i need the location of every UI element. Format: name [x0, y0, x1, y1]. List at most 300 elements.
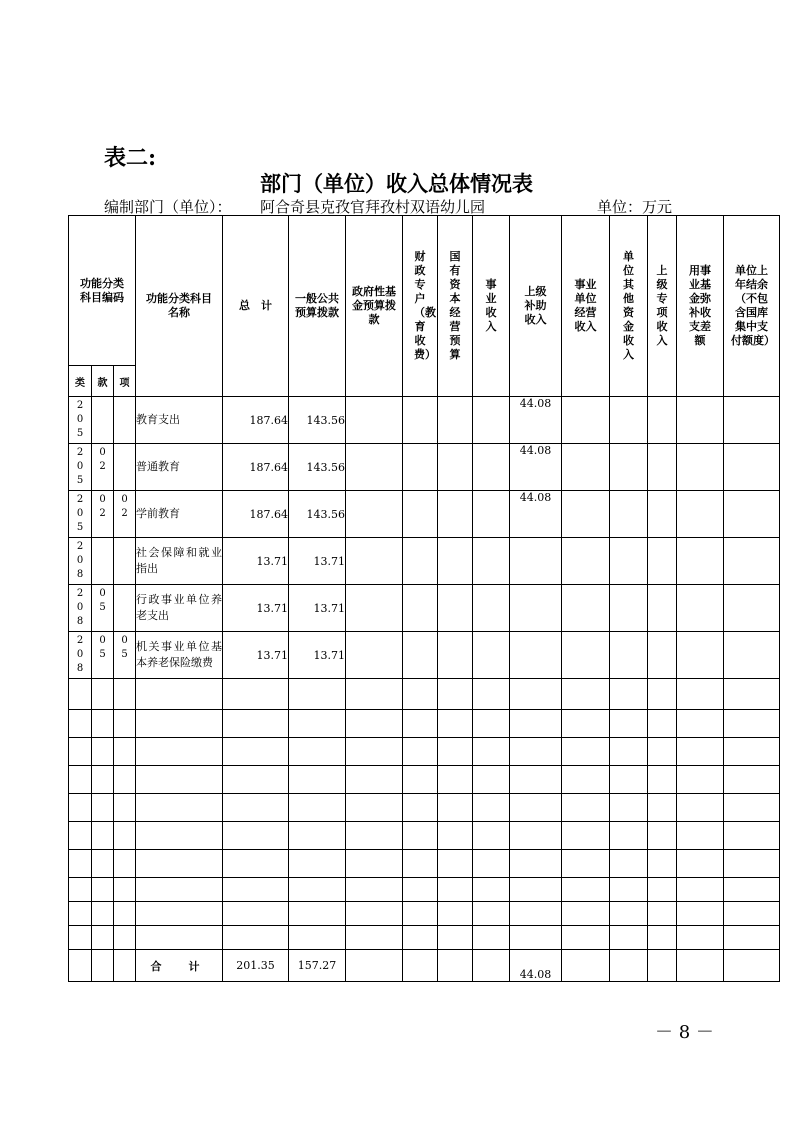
empty-cell: [510, 822, 562, 850]
empty-cell: [610, 710, 648, 738]
empty-cell: [438, 585, 473, 632]
header-general-budget: 一般公共预算拨款: [289, 216, 346, 397]
empty-cell: [289, 794, 346, 822]
empty-cell: [438, 926, 473, 950]
empty-cell: [473, 850, 510, 878]
empty-cell: [136, 794, 223, 822]
code-xiang: [114, 538, 136, 585]
empty-cell: [562, 950, 610, 982]
empty-cell: [510, 766, 562, 794]
empty-cell: [438, 850, 473, 878]
empty-cell: [510, 926, 562, 950]
code-xiang-text: [121, 585, 129, 587]
empty-cell: [648, 397, 677, 444]
empty-cell: [69, 794, 92, 822]
header-total: 总 计: [223, 216, 289, 397]
code-lei-text: 208: [76, 588, 84, 627]
empty-row: [69, 926, 780, 950]
empty-cell: [223, 710, 289, 738]
empty-cell: [610, 950, 648, 982]
empty-cell: [510, 902, 562, 926]
empty-cell: [677, 632, 724, 679]
general-budget-cell: 13.71: [289, 585, 346, 632]
empty-cell: [438, 444, 473, 491]
empty-cell: [438, 710, 473, 738]
empty-cell: [92, 710, 114, 738]
empty-cell: [510, 738, 562, 766]
empty-cell: [562, 794, 610, 822]
empty-cell: [136, 766, 223, 794]
empty-cell: [473, 950, 510, 982]
empty-cell: [677, 794, 724, 822]
empty-row: [69, 766, 780, 794]
empty-cell: [677, 538, 724, 585]
empty-cell: [510, 710, 562, 738]
empty-cell: [92, 850, 114, 878]
empty-cell: [510, 794, 562, 822]
empty-cell: [648, 679, 677, 710]
empty-cell: [69, 822, 92, 850]
empty-cell: [346, 850, 403, 878]
empty-cell: [346, 397, 403, 444]
empty-cell: [648, 822, 677, 850]
empty-cell: [473, 710, 510, 738]
empty-cell: [510, 878, 562, 902]
grand-total-cell: 201.35: [223, 950, 289, 982]
empty-cell: [648, 444, 677, 491]
empty-cell: [346, 878, 403, 902]
empty-cell: [562, 710, 610, 738]
empty-cell: [69, 738, 92, 766]
empty-cell: [403, 632, 438, 679]
empty-row: [69, 902, 780, 926]
empty-cell: [473, 444, 510, 491]
empty-cell: [92, 679, 114, 710]
empty-cell: [473, 585, 510, 632]
empty-cell: [562, 632, 610, 679]
func-name-cell: 学前教育: [136, 491, 223, 538]
code-lei: [69, 585, 92, 632]
empty-cell: [473, 538, 510, 585]
code-xiang: [114, 444, 136, 491]
empty-cell: [438, 878, 473, 902]
empty-cell: [223, 794, 289, 822]
empty-cell: [473, 738, 510, 766]
header-fiscal-special: 财政专户（教育收费）: [403, 216, 438, 397]
empty-cell: [136, 679, 223, 710]
empty-cell: [610, 794, 648, 822]
empty-cell: [92, 950, 114, 982]
empty-cell: [346, 491, 403, 538]
empty-cell: [438, 950, 473, 982]
code-lei: [69, 632, 92, 679]
empty-cell: [562, 902, 610, 926]
code-kuan-text: 02: [99, 447, 106, 472]
empty-cell: [677, 679, 724, 710]
empty-cell: [562, 926, 610, 950]
empty-cell: [677, 822, 724, 850]
empty-cell: [677, 397, 724, 444]
empty-cell: [346, 902, 403, 926]
empty-cell: [724, 850, 780, 878]
empty-cell: [289, 822, 346, 850]
total-cell: 187.64: [223, 444, 289, 491]
empty-cell: [473, 822, 510, 850]
empty-cell: [610, 738, 648, 766]
code-kuan: [92, 538, 114, 585]
empty-cell: [346, 538, 403, 585]
superior-subsidy-cell: [510, 538, 562, 585]
empty-cell: [92, 926, 114, 950]
empty-cell: [677, 738, 724, 766]
empty-cell: [473, 926, 510, 950]
empty-cell: [648, 850, 677, 878]
empty-cell: [610, 850, 648, 878]
header-kuan: 款: [92, 366, 114, 397]
empty-cell: [289, 738, 346, 766]
code-xiang: [114, 585, 136, 632]
empty-cell: [562, 491, 610, 538]
code-xiang-text: [121, 397, 129, 399]
empty-row: [69, 850, 780, 878]
empty-cell: [610, 491, 648, 538]
empty-cell: [724, 950, 780, 982]
empty-cell: [69, 679, 92, 710]
empty-cell: [473, 632, 510, 679]
header-superior-subsidy: 上级补助收入: [510, 216, 562, 397]
empty-cell: [473, 902, 510, 926]
empty-cell: [610, 444, 648, 491]
empty-cell: [403, 950, 438, 982]
empty-cell: [403, 397, 438, 444]
empty-cell: [346, 444, 403, 491]
empty-cell: [724, 632, 780, 679]
table-row: [69, 585, 780, 632]
total-label-cell: 合 计: [136, 950, 223, 982]
empty-cell: [92, 738, 114, 766]
empty-cell: [403, 710, 438, 738]
empty-cell: [473, 491, 510, 538]
empty-cell: [69, 710, 92, 738]
empty-cell: [403, 491, 438, 538]
empty-cell: [648, 632, 677, 679]
empty-cell: [473, 679, 510, 710]
empty-row: [69, 878, 780, 902]
empty-cell: [610, 822, 648, 850]
empty-cell: [677, 878, 724, 902]
table-row: [69, 491, 780, 538]
empty-cell: [136, 738, 223, 766]
empty-cell: [473, 397, 510, 444]
code-lei-text: 208: [76, 635, 84, 674]
empty-cell: [677, 710, 724, 738]
empty-cell: [510, 679, 562, 710]
income-table: [68, 215, 780, 982]
compile-department-label: 编制部门（单位）：: [104, 198, 232, 216]
empty-cell: [136, 902, 223, 926]
empty-cell: [69, 902, 92, 926]
code-xiang-text: 02: [121, 494, 128, 519]
empty-cell: [403, 585, 438, 632]
empty-cell: [114, 794, 136, 822]
empty-cell: [610, 878, 648, 902]
empty-cell: [438, 679, 473, 710]
empty-cell: [289, 679, 346, 710]
empty-cell: [403, 902, 438, 926]
empty-cell: [648, 926, 677, 950]
empty-cell: [610, 632, 648, 679]
empty-cell: [346, 679, 403, 710]
header-other-income: 单位其他资金收入: [610, 216, 648, 397]
total-cell: 13.71: [223, 585, 289, 632]
empty-cell: [346, 766, 403, 794]
empty-row: [69, 822, 780, 850]
empty-cell: [403, 444, 438, 491]
empty-cell: [648, 491, 677, 538]
empty-cell: [724, 878, 780, 902]
code-lei: [69, 444, 92, 491]
empty-cell: [438, 632, 473, 679]
empty-cell: [69, 950, 92, 982]
empty-cell: [724, 902, 780, 926]
empty-cell: [223, 738, 289, 766]
empty-cell: [610, 538, 648, 585]
empty-cell: [724, 444, 780, 491]
empty-cell: [562, 738, 610, 766]
compile-department-value: 阿合奇县克孜官拜孜村双语幼儿园: [260, 198, 486, 216]
header-func-name: 功能分类科目名称: [136, 216, 223, 397]
empty-cell: [114, 738, 136, 766]
func-name-cell: 教育支出: [136, 397, 223, 444]
grand-superior-subsidy-cell: 44.08: [510, 950, 562, 982]
empty-row: [69, 794, 780, 822]
empty-cell: [92, 766, 114, 794]
code-xiang-text: [121, 444, 129, 446]
empty-cell: [114, 926, 136, 950]
code-kuan-text: [99, 538, 107, 540]
code-lei-text: 205: [76, 400, 84, 439]
empty-cell: [223, 850, 289, 878]
empty-cell: [677, 444, 724, 491]
empty-cell: [289, 926, 346, 950]
total-cell: 13.71: [223, 538, 289, 585]
empty-cell: [648, 766, 677, 794]
code-kuan: [92, 397, 114, 444]
empty-cell: [346, 822, 403, 850]
header-fund-offset: 用事业基金弥补收支差额: [677, 216, 724, 397]
empty-cell: [438, 766, 473, 794]
empty-cell: [223, 766, 289, 794]
empty-cell: [438, 738, 473, 766]
empty-cell: [610, 585, 648, 632]
empty-cell: [289, 766, 346, 794]
table-label: 表二:: [104, 145, 157, 171]
empty-cell: [610, 766, 648, 794]
code-lei: [69, 397, 92, 444]
superior-subsidy-cell: 44.08: [510, 491, 562, 538]
empty-cell: [562, 822, 610, 850]
code-xiang-text: [121, 538, 129, 540]
empty-cell: [223, 902, 289, 926]
empty-cell: [136, 850, 223, 878]
header-business-income: 事业收入: [473, 216, 510, 397]
empty-cell: [69, 850, 92, 878]
empty-cell: [438, 397, 473, 444]
empty-cell: [403, 926, 438, 950]
empty-cell: [346, 585, 403, 632]
empty-cell: [648, 738, 677, 766]
empty-cell: [403, 822, 438, 850]
empty-cell: [648, 902, 677, 926]
empty-cell: [562, 444, 610, 491]
empty-cell: [403, 878, 438, 902]
empty-cell: [114, 822, 136, 850]
empty-cell: [438, 822, 473, 850]
empty-cell: [223, 679, 289, 710]
header-lei: 类: [69, 366, 92, 397]
empty-cell: [562, 679, 610, 710]
empty-cell: [473, 766, 510, 794]
total-cell: 187.64: [223, 491, 289, 538]
empty-cell: [114, 878, 136, 902]
superior-subsidy-cell: 44.08: [510, 397, 562, 444]
empty-cell: [677, 491, 724, 538]
empty-row: [69, 710, 780, 738]
code-kuan-text: 05: [99, 588, 106, 613]
empty-cell: [346, 632, 403, 679]
header-unit-operating: 事业单位经营收入: [562, 216, 610, 397]
empty-cell: [136, 822, 223, 850]
empty-cell: [562, 766, 610, 794]
empty-cell: [473, 878, 510, 902]
empty-cell: [69, 766, 92, 794]
unit-label: 单位：万元: [597, 198, 673, 216]
empty-cell: [724, 679, 780, 710]
code-kuan: [92, 444, 114, 491]
empty-cell: [69, 926, 92, 950]
code-xiang-text: 05: [121, 635, 128, 660]
empty-cell: [648, 950, 677, 982]
empty-cell: [114, 850, 136, 878]
table-row: [69, 632, 780, 679]
code-xiang: [114, 491, 136, 538]
empty-cell: [610, 902, 648, 926]
table-row: [69, 538, 780, 585]
empty-cell: [724, 926, 780, 950]
empty-row: [69, 679, 780, 710]
func-name-cell: 社会保障和就业指出: [136, 538, 223, 585]
empty-cell: [223, 822, 289, 850]
empty-cell: [92, 794, 114, 822]
empty-cell: [562, 850, 610, 878]
header-xiang: 项: [114, 366, 136, 397]
page-number: － 8 －: [655, 1022, 714, 1043]
empty-cell: [69, 878, 92, 902]
empty-row: [69, 738, 780, 766]
empty-cell: [724, 491, 780, 538]
general-budget-cell: 13.71: [289, 632, 346, 679]
empty-cell: [346, 794, 403, 822]
empty-cell: [403, 766, 438, 794]
empty-cell: [724, 538, 780, 585]
empty-cell: [223, 926, 289, 950]
header-prior-balance: 单位上年结余（不包含国库集中支付额度）: [724, 216, 780, 397]
header-gov-fund: 政府性基金预算拨款: [346, 216, 403, 397]
code-xiang: [114, 397, 136, 444]
empty-cell: [438, 902, 473, 926]
code-kuan-text: 05: [99, 635, 106, 660]
header-row-top: [69, 216, 780, 366]
grand-general-budget-cell: 157.27: [289, 950, 346, 982]
code-kuan-text: [99, 397, 107, 399]
empty-cell: [114, 679, 136, 710]
empty-cell: [403, 794, 438, 822]
empty-cell: [289, 850, 346, 878]
empty-cell: [610, 679, 648, 710]
empty-cell: [677, 950, 724, 982]
total-cell: 187.64: [223, 397, 289, 444]
code-xiang: [114, 632, 136, 679]
empty-cell: [289, 902, 346, 926]
code-lei: [69, 491, 92, 538]
empty-cell: [648, 794, 677, 822]
empty-cell: [438, 794, 473, 822]
empty-cell: [648, 878, 677, 902]
empty-cell: [136, 710, 223, 738]
empty-cell: [677, 926, 724, 950]
superior-subsidy-cell: 44.08: [510, 444, 562, 491]
empty-cell: [562, 538, 610, 585]
empty-cell: [92, 902, 114, 926]
code-lei-text: 208: [76, 541, 84, 580]
empty-cell: [562, 878, 610, 902]
empty-cell: [289, 878, 346, 902]
superior-subsidy-cell: [510, 585, 562, 632]
empty-cell: [438, 491, 473, 538]
empty-cell: [677, 902, 724, 926]
empty-cell: [136, 926, 223, 950]
empty-cell: [473, 794, 510, 822]
empty-cell: [346, 950, 403, 982]
empty-cell: [724, 794, 780, 822]
empty-cell: [92, 822, 114, 850]
empty-cell: [114, 950, 136, 982]
empty-cell: [648, 538, 677, 585]
header-func-code: 功能分类科目编码: [69, 216, 136, 366]
code-lei-text: 205: [76, 447, 84, 486]
empty-cell: [403, 538, 438, 585]
empty-cell: [510, 850, 562, 878]
empty-cell: [724, 766, 780, 794]
empty-cell: [114, 710, 136, 738]
total-row: [69, 950, 780, 982]
empty-cell: [724, 738, 780, 766]
empty-cell: [438, 538, 473, 585]
func-name-cell: 机关事业单位基本养老保险缴费: [136, 632, 223, 679]
empty-cell: [346, 738, 403, 766]
empty-cell: [136, 878, 223, 902]
general-budget-cell: 13.71: [289, 538, 346, 585]
code-lei: [69, 538, 92, 585]
total-cell: 13.71: [223, 632, 289, 679]
empty-cell: [92, 878, 114, 902]
empty-cell: [562, 397, 610, 444]
empty-cell: [346, 926, 403, 950]
empty-cell: [724, 585, 780, 632]
empty-cell: [677, 850, 724, 878]
empty-cell: [724, 710, 780, 738]
general-budget-cell: 143.56: [289, 491, 346, 538]
